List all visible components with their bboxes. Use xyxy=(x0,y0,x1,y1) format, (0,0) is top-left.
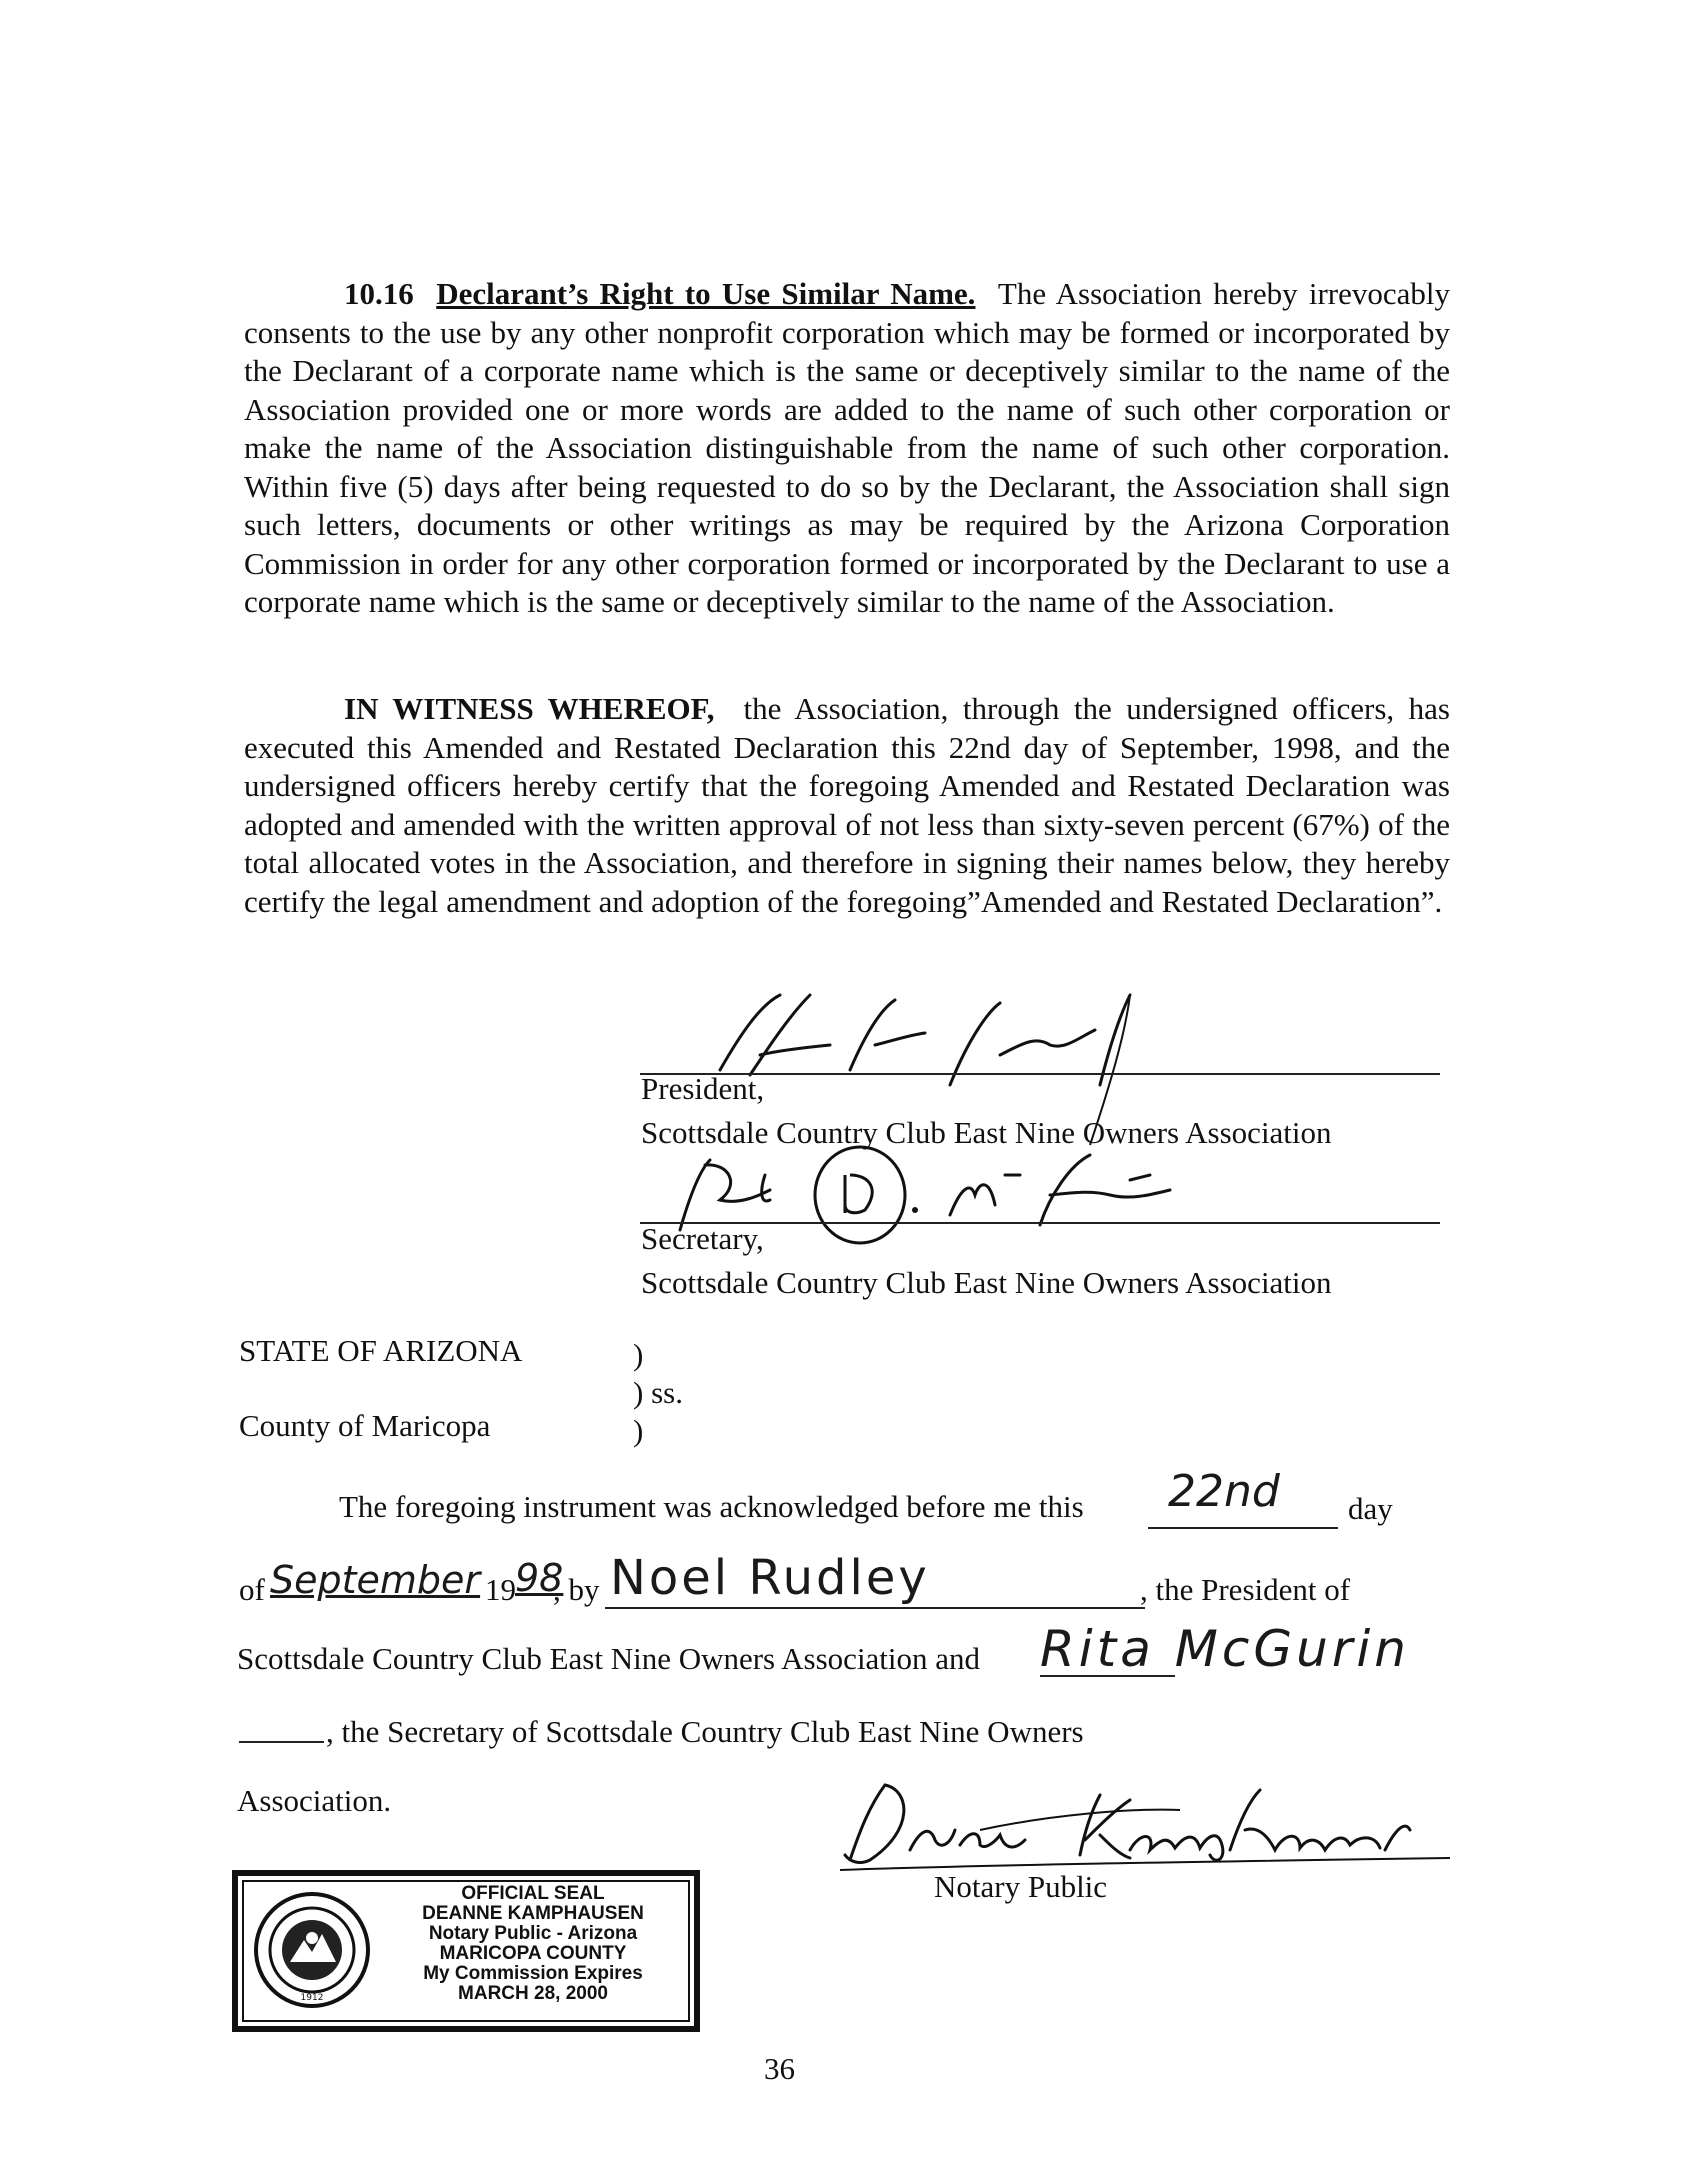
section-10-16-paragraph xyxy=(244,275,1450,622)
seal-line-3: Notary Public - Arizona xyxy=(428,1923,638,1944)
ack-secretary-name: Rita McGurin xyxy=(1040,1620,1410,1678)
venue-paren-top: ) xyxy=(633,1337,644,1372)
ack-president-name: Noel Rudley xyxy=(610,1550,930,1606)
ack-line4-blank xyxy=(239,1741,324,1743)
ack-line3-text: Scottsdale Country Club East Nine Owners Association and xyxy=(237,1641,981,1676)
ack-year-prefix: 19 xyxy=(485,1572,516,1607)
witness-lead: IN WITNESS WHEREOF, xyxy=(344,691,715,726)
page-number: 36 xyxy=(764,2051,795,2086)
ack-day-suffix: day xyxy=(1348,1491,1393,1526)
president-title: President, xyxy=(641,1071,765,1106)
venue-county: County of Maricopa xyxy=(239,1408,491,1443)
notary-signature xyxy=(830,1770,1460,1890)
ack-secretary-blank xyxy=(1040,1675,1175,1677)
secretary-org: Scottsdale Country Club East Nine Owners Association xyxy=(641,1265,1332,1300)
ack-month-handwritten: September xyxy=(270,1558,481,1602)
ack-day-blank xyxy=(1148,1527,1338,1529)
notary-signature-text xyxy=(880,1800,891,1801)
seal-text-block xyxy=(378,1884,688,2004)
notary-title: Notary Public xyxy=(934,1869,1108,1904)
arizona-seal-emblem-icon xyxy=(252,1890,372,2010)
seal-line-2: DEANNE KAMPHAUSEN xyxy=(422,1903,644,1924)
venue-paren-bottom: ) xyxy=(633,1413,644,1448)
ack-year-handwritten: 98 xyxy=(515,1556,564,1600)
witness-paragraph xyxy=(244,690,1450,921)
section-body: The Association hereby irrevocably consents to the use by any other nonprofit corporation which may be formed or incorporated by the Declarant of a corporate name which is the same or deceptively similar to the name of the Association provided one or more words are added to the name of such other corporation or make the name of the Association distinguishable from the name of such other corporation. Within five (5) days after being requested to do so by the Declarant, the Association shall sign such letters, documents or other writings as may be required by the Arizona Corporation Commission in order for any other corporation formed or incorporated by the Declarant to use a corporate name which is the same or deceptively similar to the name of the Association. xyxy=(244,276,1450,619)
section-heading: Declarant’s Right to Use Similar Name. xyxy=(436,276,976,311)
president-org: Scottsdale Country Club East Nine Owners Association xyxy=(641,1115,1332,1150)
seal-line-6: MARCH 28, 2000 xyxy=(458,1983,608,2004)
ack-president-blank xyxy=(605,1607,1145,1609)
ack-line1-text: The foregoing instrument was acknowledged before me this xyxy=(339,1489,1084,1524)
witness-body: the Association, through the undersigned officers, has executed this Amended and Restated Declaration this 22nd day of September, 1998, and the undersigned officers hereby certify that the foregoing Amended and Restated Declaration was adopted and amended with the written approval of not less than sixty-seven percent (67%) of the total allocated votes in the Association, and therefore in signing their names below, they hereby certify the legal amendment and adoption of the foregoing”Amended and Restated Declaration”. xyxy=(244,691,1450,919)
venue-paren-mid: ) ss. xyxy=(633,1375,683,1410)
seal-line-4: MARICOPA COUNTY xyxy=(439,1943,627,1964)
ack-day-handwritten: 22nd xyxy=(1168,1466,1280,1517)
ack-of-prefix: of xyxy=(239,1572,265,1607)
svg-text:1912: 1912 xyxy=(300,1993,324,2003)
ack-line4-text: , the Secretary of Scottsdale Country Club East Nine Owners xyxy=(326,1714,1084,1749)
president-signature xyxy=(700,975,1260,1105)
venue-state: STATE OF ARIZONA xyxy=(239,1333,523,1368)
official-seal-stamp xyxy=(232,1870,700,2032)
seal-line-5: My Commission Expires xyxy=(423,1963,643,1984)
section-number: 10.16 xyxy=(344,276,414,311)
secretary-title: Secretary, xyxy=(641,1221,764,1256)
ack-president-suffix: , the President of xyxy=(1140,1572,1351,1607)
ack-line5-text: Association. xyxy=(237,1783,392,1818)
seal-line-1: OFFICIAL SEAL xyxy=(461,1883,605,1904)
ack-by-text: , by xyxy=(553,1572,600,1607)
